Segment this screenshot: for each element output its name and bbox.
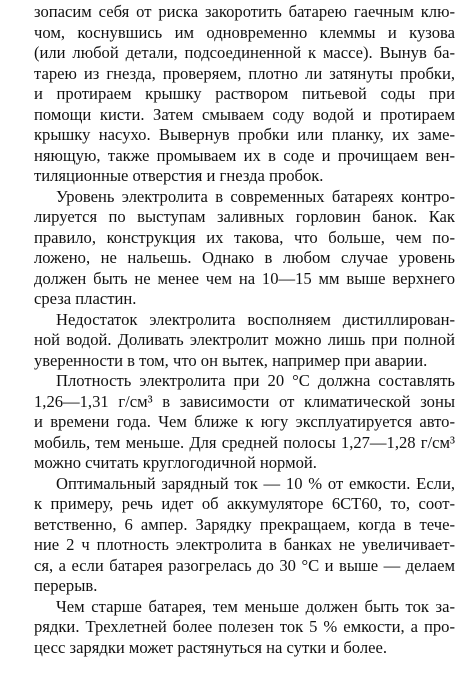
paragraph-p5	[34, 474, 455, 597]
text-line: среза пластин.	[34, 289, 137, 308]
text-line: к примеру, речь идет об аккумуляторе 6СТ60, то, соот-	[34, 494, 455, 513]
text-line: правило, конструкция их такова, что больше, чем по-	[34, 227, 455, 247]
text-line: Недостаток электролита восполняем дистиллирован-	[56, 309, 455, 329]
text-line: лируется по выступам заливных горловин банок. Как	[34, 207, 455, 226]
text-line: 1,26—1,31 г/см³ в зависимости от климатической зоны	[34, 391, 455, 411]
text-line: крышку насухо. Вывернув пробки или планку, их заме-	[34, 125, 455, 144]
text-line: уверенности в том, что он вытек, например при аварии.	[34, 350, 428, 370]
text-line: ной водой. Доливать электролит можно лишь при полной	[34, 330, 455, 349]
text-line: ветственно, 6 ампер. Зарядку прекращаем, когда в тече-	[34, 514, 455, 534]
text-line: Оптимальный зарядный ток — 10 % от емкости. Если,	[56, 473, 455, 493]
text-line: можно считать круглогодичной нормой.	[34, 453, 317, 472]
text-line: и протираем крышку раствором питьевой соды при	[34, 84, 455, 103]
body-text	[34, 2, 455, 658]
text-line: цесс зарядки может растянуться на сутки и более.	[34, 637, 388, 657]
text-line: помощи кисти. Затем смываем соду водой и протираем	[34, 104, 455, 124]
text-line: чом, коснувшись им одновременно клеммы и кузова	[34, 22, 455, 42]
text-line: Уровень электролита в современных батареях контро-	[56, 186, 455, 206]
text-line: мобиль, тем меньше. Для средней полосы 1,27—1,28 г/см³	[34, 432, 455, 452]
paragraph-p3	[34, 310, 455, 372]
paragraph-p1	[34, 2, 455, 187]
text-line: и времени года. Чем ближе к югу эксплуатируется авто-	[34, 412, 455, 431]
text-line: должен быть не менее чем на 10—15 мм выше верхнего	[34, 268, 455, 288]
text-line: ние 2 ч плотность электролита в банках не увеличивает-	[34, 535, 455, 554]
text-line: ложено, не нальешь. Однако в любом случае уровень	[34, 248, 455, 267]
text-line: Плотность электролита при 20 °С должна составлять	[56, 371, 455, 390]
paragraph-p6	[34, 597, 455, 659]
text-line: няющую, также промываем их в соде и прочищаем вен-	[34, 145, 455, 165]
paragraph-p2	[34, 187, 455, 310]
text-line: тарею из гнезда, проверяем, плотно ли затянуты пробки,	[34, 63, 455, 83]
text-line: зопасим себя от риска закоротить батарею гаечным клю-	[34, 2, 455, 21]
text-line: рядки. Трехлетней более полезен ток 5 % емкости, а про-	[34, 617, 455, 636]
text-line: (или любой детали, подсоединенной к массе). Вынув ба-	[34, 43, 455, 62]
text-line: ся, а если батарея разогрелась до 30 °С и выше — делаем	[34, 555, 455, 575]
text-line: тиляционные отверстия и гнезда пробок.	[34, 166, 324, 185]
text-line: Чем старше батарея, тем меньше должен быть ток за-	[56, 596, 455, 616]
text-line: перерыв.	[34, 576, 98, 595]
paragraph-p4	[34, 371, 455, 474]
